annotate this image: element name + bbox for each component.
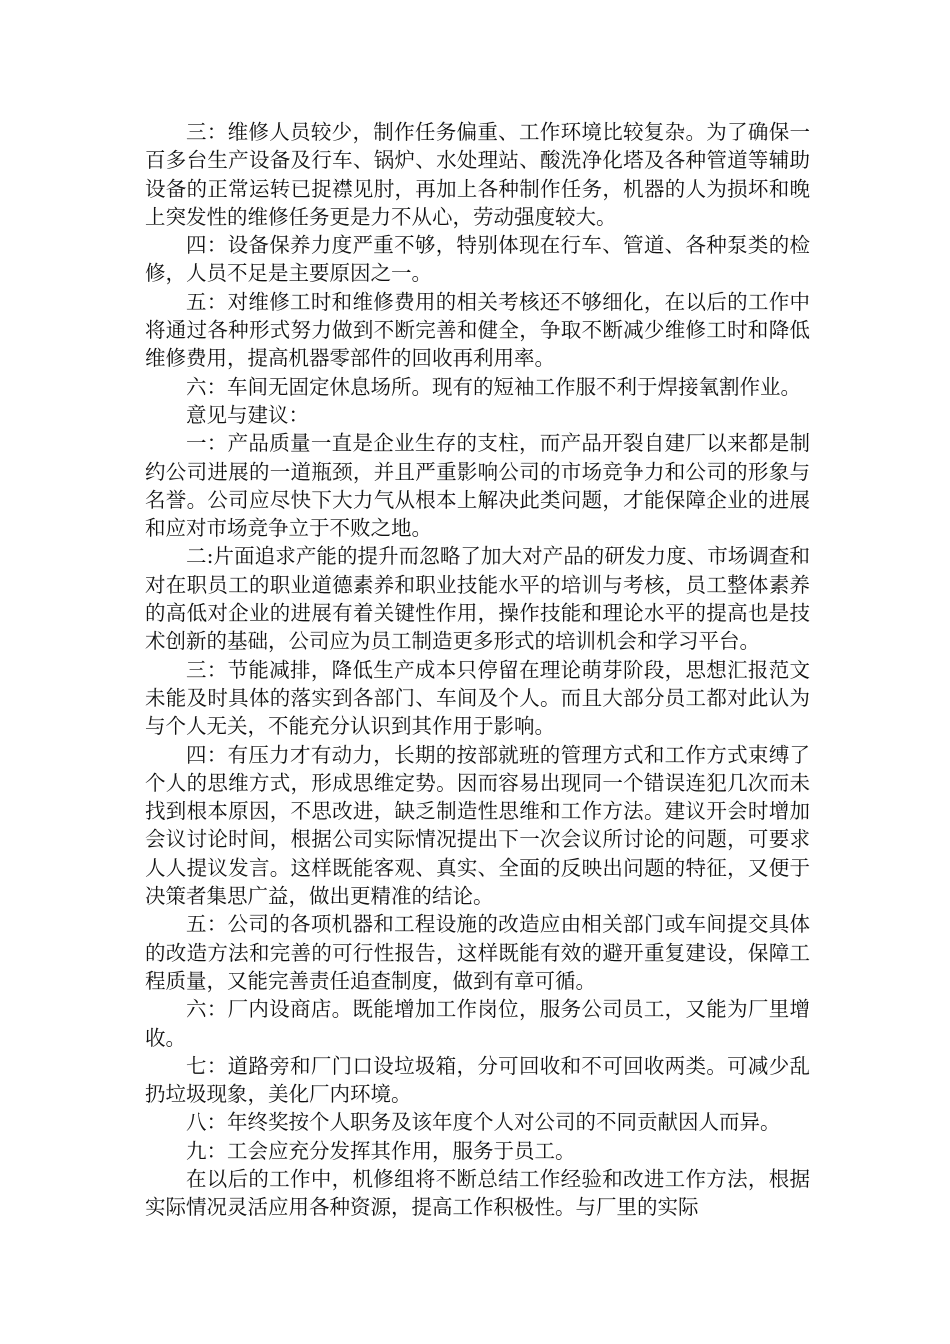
paragraph-closing: 在以后的工作中，机修组将不断总结工作经验和改进工作方法，根据实际情况灵活应用各种资源，提高工作积极性。与厂里的实际 [145,1166,810,1220]
paragraph-suggestion-7: 七：道路旁和厂门口设垃圾箱，分可回收和不可回收两类。可减少乱扔垃圾现象，美化厂内环境。 [145,1053,810,1107]
paragraph-suggestion-2: 二:片面追求产能的提升而忽略了加大对产品的研发力度、市场调查和对在职员工的职业道德素养和职业技能水平的培训与考核，员工整体素养的高低对企业的进展有着关键性作用，操作技能和理论水平的提高也是技术创新的基础，公司应为员工制造更多形式的培训机会和学习平台。 [145,544,810,654]
paragraph-issue-5: 五：对维修工时和维修费用的相关考核还不够细化，在以后的工作中将通过各种形式努力做到不断完善和健全，争取不断减少维修工时和降低维修费用，提高机器零部件的回收再利用率。 [145,289,810,371]
paragraph-suggestion-5: 五：公司的各项机器和工程设施的改造应由相关部门或车间提交具体的改造方法和完善的可行性报告，这样既能有效的避开重复建设，保障工程质量，又能完善责任追查制度，做到有章可循。 [145,912,810,993]
paragraph-suggestion-1: 一：产品质量一直是企业生存的支柱，而产品开裂自建厂以来都是制约公司进展的一道瓶颈，并且严重影响公司的市场竞争力和公司的形象与名誉。公司应尽快下大力气从根本上解决此类问题，才能保障企业的进展和应对市场竞争立于不败之地。 [145,431,810,541]
paragraph-suggestion-4: 四：有压力才有动力，长期的按部就班的管理方式和工作方式束缚了个人的思维方式，形成思维定势。因而容易出现同一个错误连犯几次而未找到根本原因，不思改进，缺乏制造性思维和工作方法。建议开会时增加会议讨论时间，根据公司实际情况提出下一次会议所讨论的问题，可要求人人提议发言。这样既能客观、真实、全面的反映出问题的特征，又便于决策者集思广益，做出更精准的结论。 [145,742,810,909]
paragraph-issue-4: 四：设备保养力度严重不够，特别体现在行车、管道、各种泵类的检修，人员不足是主要原因之一。 [145,233,810,286]
paragraph-suggestion-6: 六：厂内设商店。既能增加工作岗位，服务公司员工，又能为厂里增收。 [145,997,810,1050]
paragraph-suggestion-9: 九：工会应充分发挥其作用，服务于员工。 [186,1138,576,1163]
document-body [145,118,810,1222]
paragraph-suggestion-8: 八：年终奖按个人职务及该年度个人对公司的不同贡献因人而异。 [186,1110,781,1135]
paragraph-suggestion-3: 三：节能减排，降低生产成本只停留在理论萌芽阶段，思想汇报范文未能及时具体的落实到各部门、车间及个人。而且大部分员工都对此认为与个人无关，不能充分认识到其作用于影响。 [145,657,810,739]
section-heading-suggestions: 意见与建议： [186,402,309,427]
paragraph-issue-6: 六：车间无固定休息场所。现有的短袖工作服不利于焊接氧割作业。 [186,374,801,399]
paragraph-issue-3: 三：维修人员较少，制作任务偏重、工作环境比较复杂。为了确保一百多台生产设备及行车、锅炉、水处理站、酸洗净化塔及各种管道等辅助设备的正常运转已捉襟见肘，再加上各种制作任务，机器的人为损坏和晚上突发性的维修任务更是力不从心，劳动强度较大。 [145,120,810,229]
